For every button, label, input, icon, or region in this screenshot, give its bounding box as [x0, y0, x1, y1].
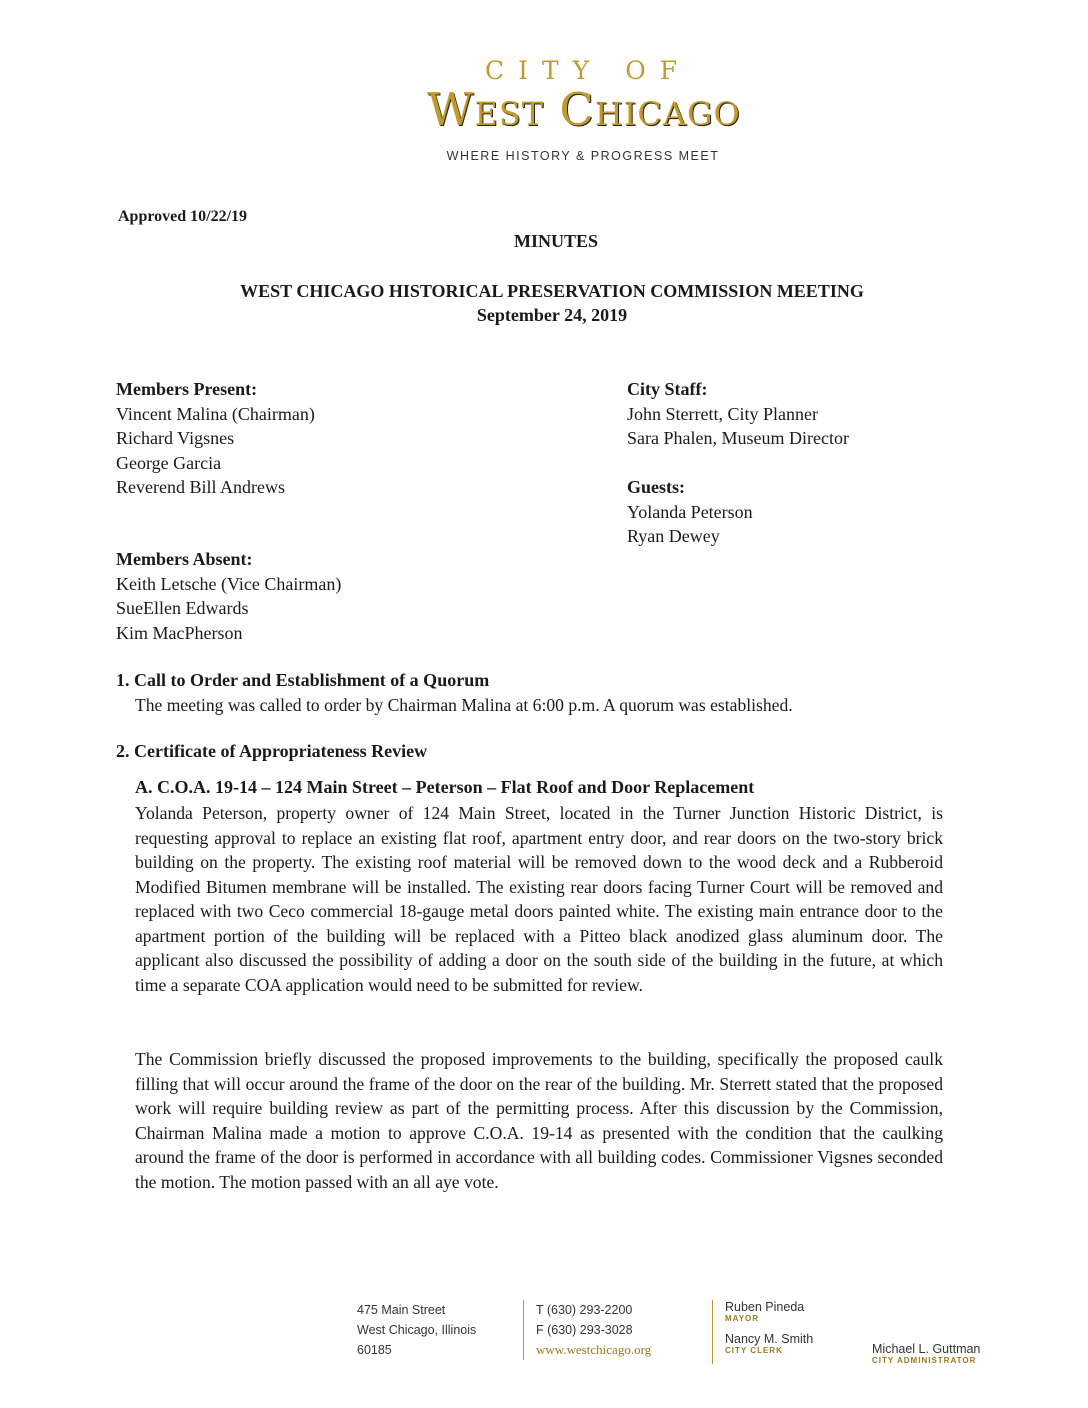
logo-letter: I	[518, 56, 542, 85]
coa-paragraph: Yolanda Peterson, property owner of 124 Main Street, located in the Turner Junction Historic District, is requesting approval to replace an existing flat roof, apartment entry door, and rear doors on the two-story brick building on the property. The existing roof material will be removed down to the wood deck and a Rubberoid Modified Bitumen membrane will be installed. The existing rear doors facing Turner Court will be removed and replaced with two Ceco commercial 18-gauge metal doors painted white. The existing main entrance door to the apartment portion of the building will be replaced with a Pitteo black anodized glass aluminum door. The applicant also discussed the possibility of adding a door on the south side of the building in the future, at which time a separate COA application would need to be submitted for review.	[135, 803, 943, 995]
section-heading-coa-review: 2. Certificate of Appropriateness Review	[116, 741, 428, 761]
logo-letter: C	[484, 56, 519, 85]
approved-date: Approved 10/22/19	[118, 208, 248, 225]
website-link[interactable]: www.westchicago.org	[536, 1342, 652, 1357]
clerk-name: Nancy M. Smith	[725, 1332, 814, 1346]
member-name: George Garcia	[116, 452, 222, 473]
address-line: 60185	[357, 1343, 392, 1357]
guest-name: Yolanda Peterson	[627, 501, 753, 522]
address-line: West Chicago, Illinois	[357, 1323, 477, 1337]
mayor-title: MAYOR	[725, 1314, 760, 1323]
doc-title: MINUTES	[513, 231, 598, 251]
coa-item-title: A. C.O.A. 19-14 – 124 Main Street – Peterson – Flat Roof and Door Replacement	[135, 777, 755, 797]
footer-address	[357, 1300, 476, 1360]
letterhead	[0, 58, 1088, 163]
members-absent-label: Members Absent:	[116, 549, 253, 569]
members-present	[116, 377, 315, 500]
guests	[627, 475, 753, 549]
staff-name: John Sterrett, City Planner	[627, 403, 818, 424]
logo-city-name: West Chicago	[427, 83, 741, 136]
mayor-name: Ruben Pineda	[725, 1300, 805, 1314]
logo-city-of	[0, 58, 1088, 84]
administrator-title: CITY ADMINISTRATOR	[872, 1356, 977, 1365]
footer-contact	[523, 1300, 651, 1360]
city-staff	[627, 377, 849, 451]
fax-number: F (630) 293-3028	[536, 1323, 633, 1337]
staff-name: Sara Phalen, Museum Director	[627, 428, 849, 448]
meeting-date: September 24, 2019	[476, 305, 628, 325]
coa-paragraph: The Commission briefly discussed the proposed improvements to the building, specifically the proposed caulk filling that will occur around the frame of the door on the rear of the building. Mr. Sterrett stated that the proposed work will require building review as part of the permitting process. After this discussion by the Commission, Chairman Malina made a motion to approve C.O.A. 19-14 as presented with the condition that the caulking around the frame of the door is performed in accordance with all building codes. Commissioner Vigsnes seconded the motion. The motion passed with an all aye vote.	[135, 1049, 943, 1192]
administrator-name: Michael L. Guttman	[872, 1342, 981, 1356]
logo-letter: T	[541, 56, 573, 85]
member-name: SueEllen Edwards	[116, 598, 249, 618]
clerk-title: CITY CLERK	[725, 1346, 783, 1355]
call-to-order-text: The meeting was called to order by Chairman Malina at 6:00 p.m. A quorum was established.	[135, 695, 793, 715]
member-name: Vincent Malina (Chairman)	[116, 403, 315, 424]
city-staff-label: City Staff:	[627, 379, 708, 399]
member-name: Reverend Bill Andrews	[116, 477, 285, 497]
member-name: Keith Letsche (Vice Chairman)	[116, 573, 342, 594]
footer-administrator	[872, 1342, 980, 1374]
footer-officials	[712, 1300, 813, 1364]
logo-letter: O	[625, 56, 660, 85]
member-name: Richard Vigsnes	[116, 428, 235, 448]
logo-letter: F	[659, 56, 692, 85]
member-name: Kim MacPherson	[116, 622, 243, 643]
guests-label: Guests:	[627, 477, 685, 497]
guest-name: Ryan Dewey	[627, 526, 720, 546]
meeting-title: WEST CHICAGO HISTORICAL PRESERVATION COMMISSION MEETING	[240, 281, 864, 301]
members-absent	[116, 547, 341, 645]
members-present-label: Members Present:	[116, 379, 258, 399]
section-heading-call-to-order: 1. Call to Order and Establishment of a Quorum	[116, 670, 490, 690]
tagline: WHERE HISTORY & PROGRESS MEET	[446, 149, 720, 163]
logo-letter: Y	[572, 56, 604, 85]
address-line: 475 Main Street	[357, 1303, 446, 1317]
phone-number: T (630) 293-2200	[536, 1303, 633, 1317]
